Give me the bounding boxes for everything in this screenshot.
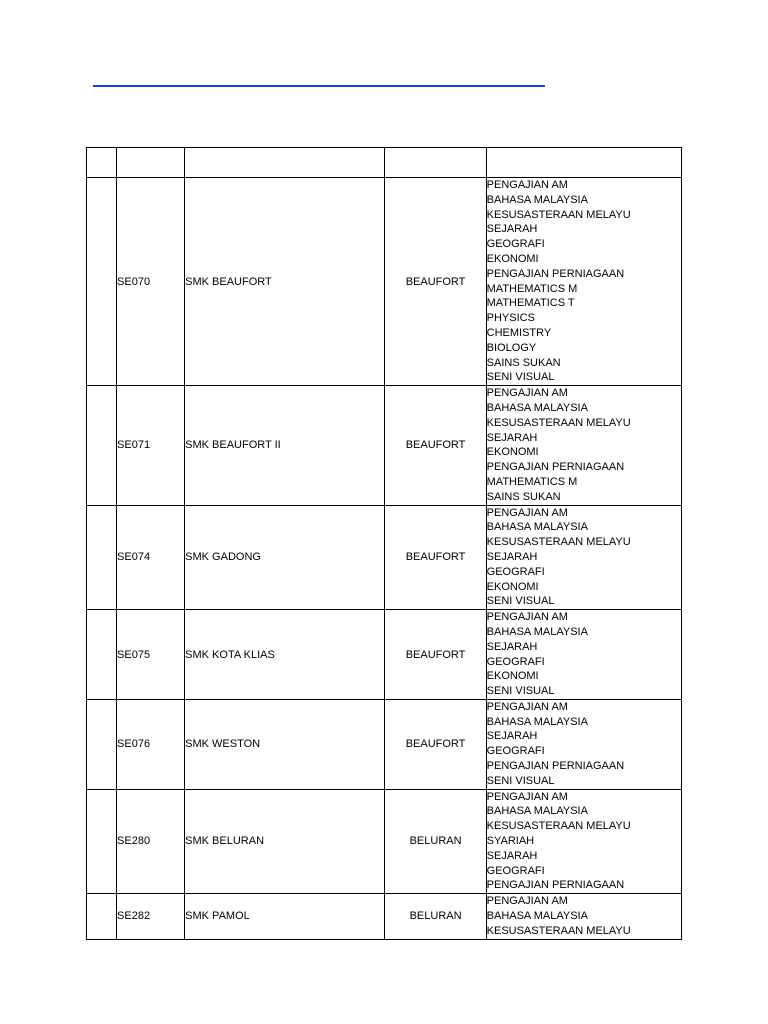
subject-item: BAHASA MALAYSIA [486,805,588,818]
subject-item: GEOGRAFI [486,864,545,877]
subjects-cell [486,386,681,505]
subject-item: BAHASA MALAYSIA [486,521,588,534]
header-cell-code [117,148,185,178]
subjects-cell [486,894,681,939]
school-name-cell: SMK BELURAN [185,789,385,894]
subject-item: EKONOMI [486,446,539,459]
table-row [87,505,682,610]
subjects-cell [486,505,681,610]
subject-item: SEJARAH [486,550,538,563]
subject-item: MATHEMATICS M [486,282,578,295]
row-number-cell [87,699,117,789]
schools-table [86,147,682,940]
subjects-cell [486,699,681,789]
district-cell: BELURAN [385,894,486,939]
subject-item: PENGAJIAN AM [486,790,568,803]
subject-item: SEJARAH [486,431,538,444]
header-cell-name [185,148,385,178]
subject-item: PENGAJIAN AM [486,611,568,624]
table-header-row [87,148,682,178]
district-cell: BEAUFORT [385,610,486,700]
table-row [87,610,682,700]
subject-item: SEJARAH [486,849,538,862]
school-name-cell: SMK PAMOL [185,894,385,939]
header-cell-no [87,148,117,178]
school-name-cell: SMK WESTON [185,699,385,789]
subject-item: BAHASA MALAYSIA [486,401,588,414]
subject-item: PENGAJIAN PERNIAGAAN [486,267,625,280]
subject-item: SYARIAH [486,835,535,848]
row-number-cell [87,505,117,610]
subject-item: EKONOMI [486,252,539,265]
subject-item: PENGAJIAN PERNIAGAAN [486,760,625,773]
subject-item: PENGAJIAN AM [486,179,568,191]
subject-item: KESUSASTERAAN MELAYU [486,416,631,429]
subjects-cell [486,610,681,700]
row-number-cell [87,610,117,700]
school-code-cell: SE076 [117,699,185,789]
subject-item: SAINS SUKAN [486,490,561,503]
subject-item: BIOLOGY [486,341,537,354]
subject-item: EKONOMI [486,670,539,683]
subject-item: PENGAJIAN PERNIAGAAN [486,461,625,474]
subject-item: KESUSASTERAAN MELAYU [486,208,631,221]
subject-item: SEJARAH [486,640,538,653]
school-name-cell: SMK KOTA KLIAS [185,610,385,700]
district-cell: BELURAN [385,789,486,894]
subject-item: KESUSASTERAAN MELAYU [486,924,631,937]
school-code-cell: SE070 [117,178,185,386]
subject-item: PENGAJIAN PERNIAGAAN [486,879,625,892]
subjects-cell [486,178,681,386]
subject-item: PHYSICS [486,312,535,325]
subject-item: PENGAJIAN AM [486,700,568,713]
subject-item: PENGAJIAN AM [486,895,568,908]
subject-item: KESUSASTERAAN MELAYU [486,820,631,833]
subject-item: BAHASA MALAYSIA [486,910,588,923]
district-cell: BEAUFORT [385,178,486,386]
table-row [87,699,682,789]
subject-item: SAINS SUKAN [486,356,561,369]
row-number-cell [87,386,117,505]
subject-item: SENI VISUAL [486,595,555,608]
subject-item: SEJARAH [486,223,538,236]
schools-table-body [87,148,682,940]
table-row [87,386,682,505]
school-code-cell: SE071 [117,386,185,505]
header-cell-district [385,148,486,178]
row-number-cell [87,789,117,894]
school-code-cell: SE074 [117,505,185,610]
row-number-cell [87,178,117,386]
row-number-cell [87,894,117,939]
subject-item: PENGAJIAN AM [486,387,568,400]
subject-item: SENI VISUAL [486,685,555,698]
subject-item: KESUSASTERAAN MELAYU [486,536,631,549]
school-code-cell: SE282 [117,894,185,939]
header-cell-subjects [486,148,681,178]
district-cell: BEAUFORT [385,386,486,505]
subject-item: EKONOMI [486,580,539,593]
subject-item: PENGAJIAN AM [486,506,568,519]
subject-item: GEOGRAFI [486,565,545,578]
district-cell: BEAUFORT [385,699,486,789]
school-code-cell: SE280 [117,789,185,894]
subject-item: SENI VISUAL [486,774,555,787]
school-name-cell: SMK BEAUFORT II [185,386,385,505]
subject-item: BAHASA MALAYSIA [486,193,588,206]
table-row [87,894,682,939]
subject-item: SEJARAH [486,730,538,743]
subjects-cell [486,789,681,894]
subject-item: BAHASA MALAYSIA [486,715,588,728]
header-link-underline[interactable] [93,85,545,87]
table-row [87,178,682,386]
subject-item: MATHEMATICS T [486,297,575,310]
subject-item: BAHASA MALAYSIA [486,625,588,638]
school-name-cell: SMK GADONG [185,505,385,610]
subject-item: CHEMISTRY [486,326,552,339]
district-cell: BEAUFORT [385,505,486,610]
subject-item: GEOGRAFI [486,655,545,668]
table-row [87,789,682,894]
subject-item: SENI VISUAL [486,371,555,384]
subject-item: MATHEMATICS M [486,475,578,488]
school-name-cell: SMK BEAUFORT [185,178,385,386]
subject-item: GEOGRAFI [486,238,545,251]
school-code-cell: SE075 [117,610,185,700]
subject-item: GEOGRAFI [486,745,545,758]
